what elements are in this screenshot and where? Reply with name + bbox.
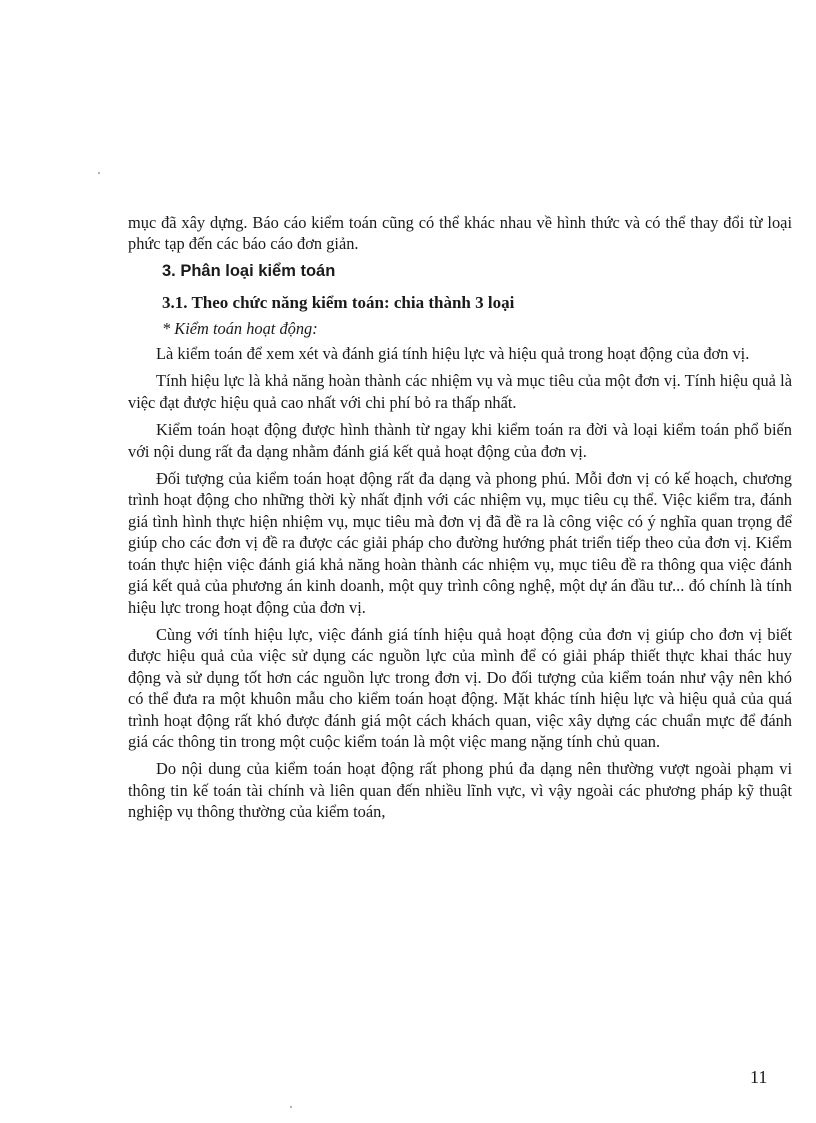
subsection-heading: 3.1. Theo chức năng kiểm toán: chia thành 3 loại xyxy=(162,293,515,313)
section-heading: 3. Phân loại kiểm toán xyxy=(162,261,336,280)
paragraph-efficiency: Cùng với tính hiệu lực, việc đánh giá tính hiệu quả hoạt động của đơn vị giúp cho đơn vị biết được hiệu quả của việc sử dụng các nguồn lực của mình để có giải pháp thiết thực khai thác huy động và sử dụng tốt hơn các nguồn lực trong đơn vị. Do đối tượng của kiểm toán như vậy nên khó có thể đưa ra một khuôn mẫu cho kiểm toán hoạt động. Mặt khác tính hiệu lực và hiệu quả của quá trình hoạt động rất khó được đánh giá một cách khách quan, việc xây dựng các chuẩn mực để đánh giá các thông tin trong một cuộc kiểm toán là một việc mang nặng tính chủ quan. xyxy=(128,624,792,751)
intro-paragraph: mục đã xây dựng. Báo cáo kiểm toán cũng có thể khác nhau về hình thức và có thể thay đổi từ loại phức tạp đến các báo cáo đơn giản. xyxy=(128,213,792,254)
scan-speck xyxy=(290,1106,292,1108)
scan-speck xyxy=(98,172,100,174)
paragraph-definition: Là kiểm toán để xem xét và đánh giá tính hiệu lực và hiệu quả trong hoạt động của đơn vị. xyxy=(156,344,750,364)
paragraph-effectiveness: Tính hiệu lực là khả năng hoàn thành các nhiệm vụ và mục tiêu của một đơn vị. Tính hiệu quả là việc đạt được hiệu quả cao nhất với chi phí bỏ ra thấp nhất. xyxy=(128,371,792,412)
paragraph-scope: Do nội dung của kiểm toán hoạt động rất phong phú đa dạng nên thường vượt ngoài phạm vi thông tin kế toán tài chính và liên quan đến nhiều lĩnh vực, vì vậy ngoài các phương pháp kỹ thuật nghiệp vụ thông thường của kiểm toán, xyxy=(128,759,792,822)
item-heading: * Kiểm toán hoạt động: xyxy=(162,318,318,338)
paragraph-origin: Kiểm toán hoạt động được hình thành từ ngay khi kiểm toán ra đời và loại kiểm toán phổ biến với nội dung rất đa dạng nhằm đánh giá kết quả hoạt động của đơn vị. xyxy=(128,420,792,461)
page-body xyxy=(128,212,792,829)
page-number: 11 xyxy=(750,1067,768,1087)
paragraph-objects: Đối tượng của kiểm toán hoạt động rất đa dạng và phong phú. Mỗi đơn vị có kế hoạch, chương trình hoạt động cho những thời kỳ nhất định với các nhiệm vụ, mục tiêu cụ thể. Việc kiểm tra, đánh giá tình hình thực hiện nhiệm vụ, mục tiêu mà đơn vị đã đề ra là công việc có ý nghĩa quan trọng để giúp cho các đơn vị đề ra được các giải pháp cho đường hướng phát triển tiếp theo của đơn vị. Kiểm toán thực hiện việc đánh giá khả năng hoàn thành các nhiệm vụ, mục tiêu đề ra thông qua việc đánh giá kết quả của phương án kinh doanh, một quy trình công nghệ, một dự án đầu tư... đó chính là tính hiệu lực trong hoạt động của đơn vị. xyxy=(128,469,792,617)
